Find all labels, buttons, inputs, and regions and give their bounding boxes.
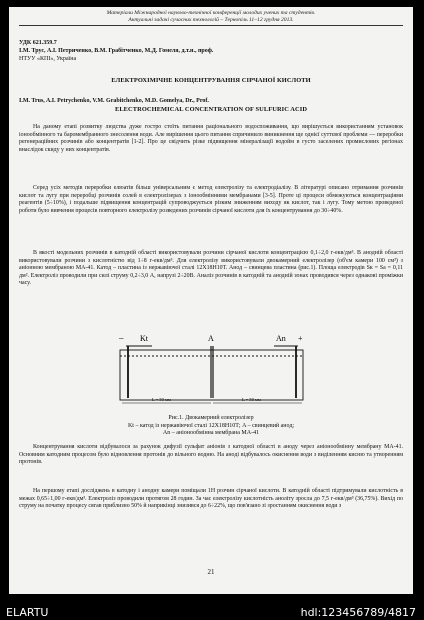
- dim-right-label: L = 50 мм: [242, 397, 261, 402]
- caption-line-1: Рис.1. Двокамерний електролізер: [168, 415, 254, 421]
- label-minus: –: [119, 333, 124, 343]
- paragraph-4: Концентрування кислоти відбувалося за рахунок дифузії сульфат аніонів з катодної області в аноду через аніонообмінну мембрану МА-41. Основним катодним процесом було відновлення протонів до вільного водню. На аноді відбувалось окиснення води з виділенням кисню та утворенням протонів.: [19, 444, 403, 465]
- label-an: An: [276, 334, 286, 343]
- caption-line-3: An – аніонообмінна мембрана МА-41: [162, 430, 260, 436]
- label-a: A: [208, 334, 214, 343]
- handle-link[interactable]: hdl:123456789/4817: [300, 606, 416, 619]
- udc-code: УДК 621.359.7: [19, 40, 57, 46]
- title-en: ELECTROCHEMICAL CONCENTRATION OF SULFURIC ACID: [114, 106, 308, 113]
- paragraph-5: На першому етапі досліджень в катодну і анодну камери поміщали 1Н розчин сірчаної кислоти. В катодній області підтримували кислотність в межах 0,65÷1,00 г-екв/дм³. Електроліз проводили протягом 28 годин. За час електролізу кислотність аноліту зросла до 7,5 г-екв/дм³ (36,75%). Вихід по струму на початку процесу сягав приблизно 50% й наприкінці знизився до 6÷22%, що пов'язано зі зростанням окиснення води з: [19, 488, 403, 509]
- paragraph-3: В якості модельних розчинів в катодній області використовували розчини сірчаної кислоти концентрацією 0,1÷2,0 г-екв/дм³. В анодній області використовували розчини з кислотністю від 1÷8 г-екв/дм³. Для електролізу використовували двокамерний електролізер (об'єм камери 100 см³) з аніонною мембраною МА-41. Катод – пластина із нержавіючої сталі 12Х18Н10Т. Анод – свинцева пластина (рис.1). Площа електродів Sк = Sа = 0,11 дм². Електроліз проводили при силі струму 0,2÷3,0 А, напрузі 2÷20В. Аналіз розчинів в катодній та анодній зонах проводився через однакові проміжки часу.: [19, 250, 403, 286]
- authors-en: I.M. Trus, A.I. Petrychenko, V.M. Grabitchenko, M.D. Gomelya, Dr., Prof.: [19, 98, 209, 104]
- title-ua: ЕЛЕКТРОХІМІЧНЕ КОНЦЕНТРУВАННЯ СІРЧАНОЇ КИСЛОТИ: [111, 77, 311, 84]
- label-plus: +: [298, 334, 303, 343]
- conference-header: [9, 10, 413, 24]
- paragraph-1: На даному етапі розвитку людства дуже гостро стоїть питання раціонального водоспоживання, що вирішується використанням установок іонообмінного та баромембранного знесолення води. Але вирішення цього питання спричинило виникнення ще однієї суттєвої проблеми — переробки регенераційних розчинів або концентратів [1-2]. Про це свідчить різке підвищення мінералізації водойм в густо заселених промислових регіонах внаслідок скиду у них концентратів.: [19, 124, 403, 153]
- repository-footer: [0, 594, 424, 620]
- header-line-2: Актуальні задачі сучасних технологій – Тернопіль 11–12 грудня 2013.: [128, 16, 294, 23]
- paragraph-2: Серед усіх методів переробки елюатів більш універсальним є метод електролізу та електродіалізу. В літературі описано отримання розчинів кислот та лугу при переробці розчинів солей в електролізерах з іонообмінними мембранами [3-5]. Проте ці процеси обмежуються концентраціями реагентів (5÷10%), і подальше підвищення концентрацій супроводжується різким зниженням виходу як кислот, так і лугу. Тому метою проведеної роботи було вивчення процесів повторного електролізу розведених розчинів сірчаної кислоти для їх концентрування до 30÷40%.: [19, 185, 403, 214]
- dim-left-label: L = 50 мм: [152, 397, 171, 402]
- label-kt: Kt: [140, 334, 148, 343]
- header-line-1: Матеріали Міжнародної науково-технічної конференції молодих учених та студентів.: [106, 10, 316, 16]
- electrolyzer-diagram: [114, 328, 309, 409]
- page-number: 21: [207, 568, 215, 576]
- figure-caption: [19, 415, 403, 438]
- affiliation: НТУУ «КПІ», Україна: [19, 56, 77, 62]
- header-rule: [19, 25, 403, 26]
- caption-line-2: Kt – катод із нержавіючої сталі 12Х18Н10Т; A – свинцевий анод;: [127, 422, 295, 429]
- repository-name: ELARTU: [6, 606, 49, 619]
- authors-ua: І.М. Трус, А.І. Петриченко, В.М. Грабітченко, М.Д. Гомеля, д.т.н., проф.: [19, 48, 214, 54]
- document-page: [9, 7, 413, 594]
